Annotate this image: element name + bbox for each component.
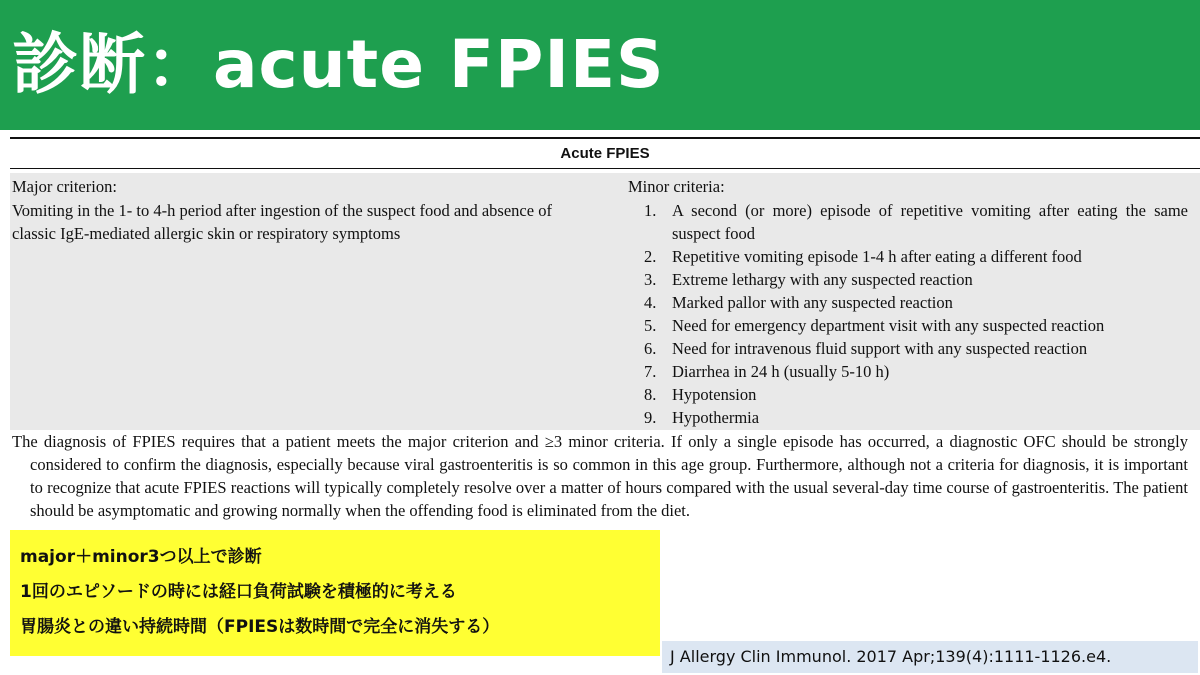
table-top-rule <box>10 137 1200 139</box>
item-text: Need for emergency department visit with any suspected reaction <box>672 316 1105 335</box>
list-item <box>644 383 1188 406</box>
callout-line: 胃腸炎との違い持続時間（FPIESは数時間で完全に消失する） <box>20 617 500 637</box>
item-text: A second (or more) episode of repetitive vomiting after eating the same suspect food <box>672 201 1188 243</box>
item-text: Extreme lethargy with any suspected reaction <box>672 270 973 289</box>
item-number: 2. <box>644 247 657 266</box>
list-item <box>644 245 1188 268</box>
item-text: Need for intravenous fluid support with any suspected reaction <box>672 339 1088 358</box>
item-number: 1. <box>644 201 657 220</box>
item-number: 9. <box>644 408 657 427</box>
item-number: 5. <box>644 316 657 335</box>
item-number: 3. <box>644 270 657 289</box>
list-item <box>644 291 1188 314</box>
table-title: Acute FPIES <box>560 145 650 162</box>
list-item <box>644 406 1188 429</box>
minor-criteria-list <box>644 199 1188 429</box>
item-text: Marked pallor with any suspected reaction <box>672 293 953 312</box>
item-number: 4. <box>644 293 657 312</box>
item-number: 8. <box>644 385 657 404</box>
item-text: Diarrhea in 24 h (usually 5-10 h) <box>672 362 890 381</box>
list-item <box>644 337 1188 360</box>
citation: J Allergy Clin Immunol. 2017 Apr;139(4):1111-1126.e4. <box>662 641 1198 673</box>
footnote-text: The diagnosis of FPIES requires that a patient meets the major criterion and ≥3 minor criteria. If only a single episode has occurred, a diagnostic OFC should be strongly considered to confirm the diagnosis, especially because viral gastroenteritis is so common in this age group. Furthermore, although not a criteria for diagnosis, it is important to recognize that acute FPIES reactions will typically completely resolve over a matter of hours compared with the usual several-day time course of gastroenteritis. The patient should be asymptomatic and growing normally when the offending food is eliminated from the diet. <box>12 432 1188 520</box>
major-criterion-text: Vomiting in the 1- to 4-h period after ingestion of the suspect food and absence of classic IgE-mediated allergic skin or respiratory symptoms <box>12 201 552 243</box>
title-banner <box>0 0 1200 130</box>
list-item <box>644 360 1188 383</box>
table-footnote <box>12 430 1188 522</box>
item-text: Hypotension <box>672 385 757 404</box>
list-item <box>644 314 1188 337</box>
list-item <box>644 268 1188 291</box>
list-item <box>644 199 1188 245</box>
callout-line: 1回のエピソードの時には経口負荷試験を積極的に考える <box>20 582 457 602</box>
item-text: Repetitive vomiting episode 1-4 h after eating a different food <box>672 247 1082 266</box>
major-criterion-heading: Major criterion: <box>12 177 117 196</box>
item-text: Hypothermia <box>672 408 760 427</box>
table-header-rule <box>10 168 1200 169</box>
item-number: 6. <box>644 339 657 358</box>
callout-line: major＋minor3つ以上で診断 <box>20 547 262 567</box>
item-number: 7. <box>644 362 657 381</box>
minor-criteria-heading: Minor criteria: <box>628 177 725 196</box>
page-title: 診断：acute FPIES <box>12 26 665 103</box>
summary-callout <box>10 530 660 656</box>
